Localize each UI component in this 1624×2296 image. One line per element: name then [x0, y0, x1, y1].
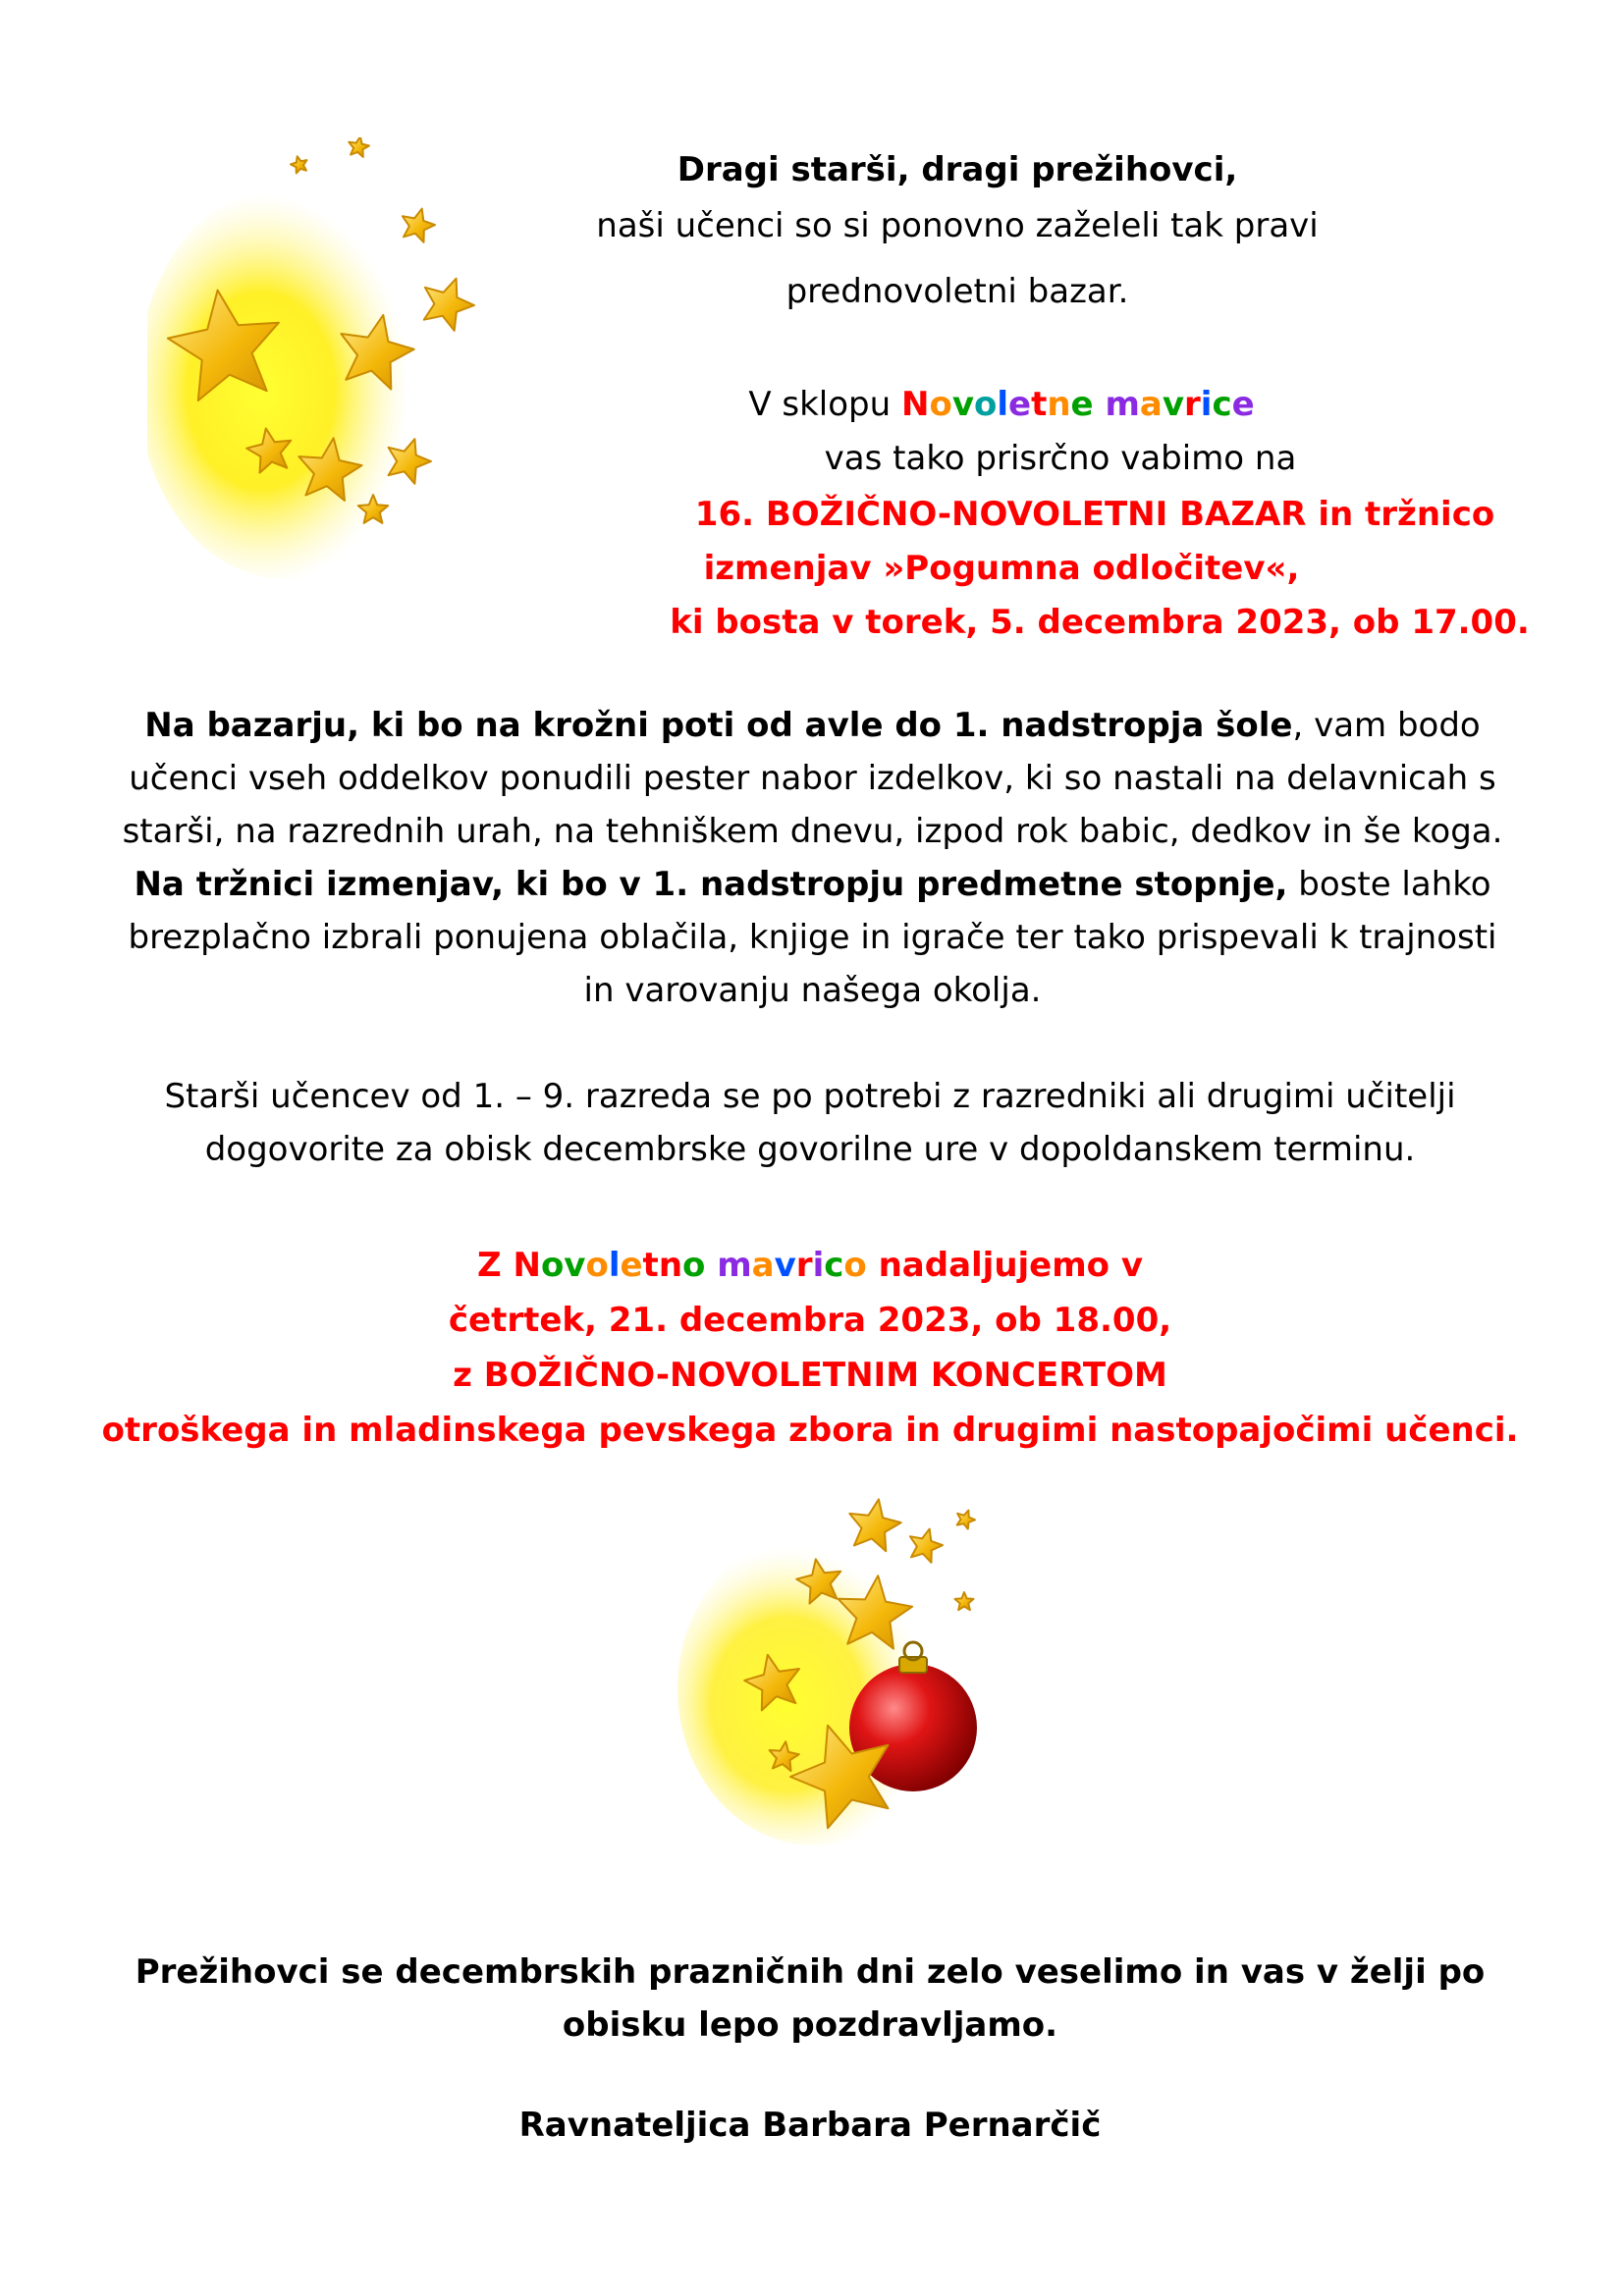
intro-line-3: prednovoletni bazar. — [785, 272, 1129, 311]
star-icon — [957, 1511, 975, 1529]
rainbow-letter — [1094, 385, 1106, 424]
rainbow-letter: n — [658, 1246, 683, 1285]
closing-paragraph — [79, 1946, 1542, 2052]
rainbow-letter: i — [1200, 385, 1213, 424]
rainbow-letter: t — [1031, 385, 1048, 424]
rainbow-letter: c — [1212, 385, 1232, 424]
star-icon — [424, 279, 474, 331]
rainbow-letter: i — [812, 1246, 825, 1285]
stars-glow-illustration — [147, 137, 481, 589]
invite-line-2: vas tako prisrčno vabimo na — [824, 439, 1297, 478]
rainbow-letter: a — [751, 1246, 775, 1285]
bazaar-text-1 — [88, 699, 1537, 858]
rainbow-letter: m — [1105, 385, 1140, 424]
rainbow-letter: v — [774, 1246, 796, 1285]
ornament-stars-illustration — [668, 1492, 992, 1855]
rainbow-letter: e — [1231, 385, 1255, 424]
star-icon — [291, 156, 307, 173]
star-icon — [349, 137, 369, 157]
bazaar-bold-1: Na bazarju, ki bo na krožni poti od avle do 1. nadstropja šole — [144, 706, 1293, 745]
concert-suffix: nadaljujemo v — [866, 1246, 1144, 1285]
rainbow-letter: o — [929, 385, 952, 424]
rainbow-letter: t — [642, 1246, 659, 1285]
rainbow-letter: e — [1070, 385, 1094, 424]
rainbow-title-novoletno-mavrico — [513, 1246, 866, 1285]
event-line-1: 16. BOŽIČNO-NOVOLETNI BAZAR in tržnico — [694, 495, 1495, 534]
rainbow-letter: o — [585, 1246, 609, 1285]
rainbow-letter: e — [620, 1246, 643, 1285]
rainbow-letter: r — [795, 1246, 813, 1285]
parents-paragraph — [108, 1070, 1512, 1176]
bazaar-body-2: boste lahko brezplačno izbrali ponujena oblačila, knjige in igrače ter tako prispevali k trajnosti in varovanju našega okolja. — [128, 865, 1497, 1010]
rainbow-letter: e — [1008, 385, 1032, 424]
rainbow-letter: v — [1162, 385, 1185, 424]
invite-prefix: V sklopu — [748, 385, 892, 424]
concert-line-2: četrtek, 21. decembra 2023, ob 18.00, — [448, 1301, 1172, 1340]
rainbow-letter: N — [513, 1246, 541, 1285]
rainbow-letter: c — [824, 1246, 844, 1285]
stars-cluster-top — [147, 137, 481, 589]
rainbow-title-novoletne-mavrice — [901, 385, 1255, 424]
bazaar-paragraph — [88, 699, 1537, 1017]
bazaar-text-2 — [111, 858, 1515, 1017]
rainbow-letter: n — [1047, 385, 1071, 424]
rainbow-letter: o — [843, 1246, 867, 1285]
rainbow-letter: o — [973, 385, 998, 424]
bazaar-bold-2: Na tržnici izmenjav, ki bo v 1. nadstropju predmetne stopnje, — [134, 865, 1288, 904]
concert-prefix: Z — [476, 1246, 514, 1285]
rainbow-letter: m — [717, 1246, 752, 1285]
rainbow-letter: r — [1184, 385, 1201, 424]
concert-line-4: otroškega in mladinskega pevskega zbora in drugimi nastopajočimi učenci. — [101, 1411, 1519, 1450]
parents-text: Starši učencev od 1. – 9. razreda se po potrebi z razredniki ali drugimi učitelji dogovorite za obisk decembrske govorilne ure v dopoldanskem terminu. — [164, 1077, 1456, 1169]
rainbow-letter: o — [682, 1246, 706, 1285]
bazaar-body-1: , vam bodo učenci vseh oddelkov ponudili pester nabor izdelkov, ki so nastali na delavnicah s starši, na razrednih urah, na tehniškem dnevu, izpod rok babic, dedkov in še koga. — [122, 706, 1503, 851]
closing-text: Prežihovci se decembrskih prazničnih dni zelo veselimo in vas v želji po obisku lepo pozdravljamo. — [135, 1952, 1486, 2045]
rainbow-letter: l — [608, 1246, 621, 1285]
event-line-2: izmenjav »Pogumna odločitev«, — [703, 549, 1300, 588]
rainbow-letter: l — [997, 385, 1008, 424]
greeting-heading: Dragi starši, dragi prežihovci, — [677, 150, 1238, 189]
concert-line-1 — [295, 1239, 1326, 1292]
star-icon — [955, 1592, 974, 1610]
star-icon — [910, 1529, 943, 1563]
invite-line-1 — [687, 378, 1316, 431]
signature: Ravnateljica Barbara Pernarčič — [518, 2106, 1102, 2145]
ornament-cluster — [668, 1492, 992, 1855]
rainbow-letter: a — [1139, 385, 1163, 424]
star-icon — [849, 1499, 900, 1551]
rainbow-letter: v — [564, 1246, 586, 1285]
rainbow-letter: N — [900, 385, 930, 424]
rainbow-letter — [705, 1246, 717, 1285]
rainbow-letter: v — [951, 385, 974, 424]
concert-line-3: z BOŽIČNO-NOVOLETNIM KONCERTOM — [453, 1356, 1167, 1395]
star-icon — [403, 209, 435, 242]
rainbow-letter: o — [540, 1246, 565, 1285]
intro-line-2: naši učenci so si ponovno zaželeli tak pravi — [596, 206, 1319, 245]
event-line-3: ki bosta v torek, 5. decembra 2023, ob 17.00. — [670, 603, 1530, 642]
